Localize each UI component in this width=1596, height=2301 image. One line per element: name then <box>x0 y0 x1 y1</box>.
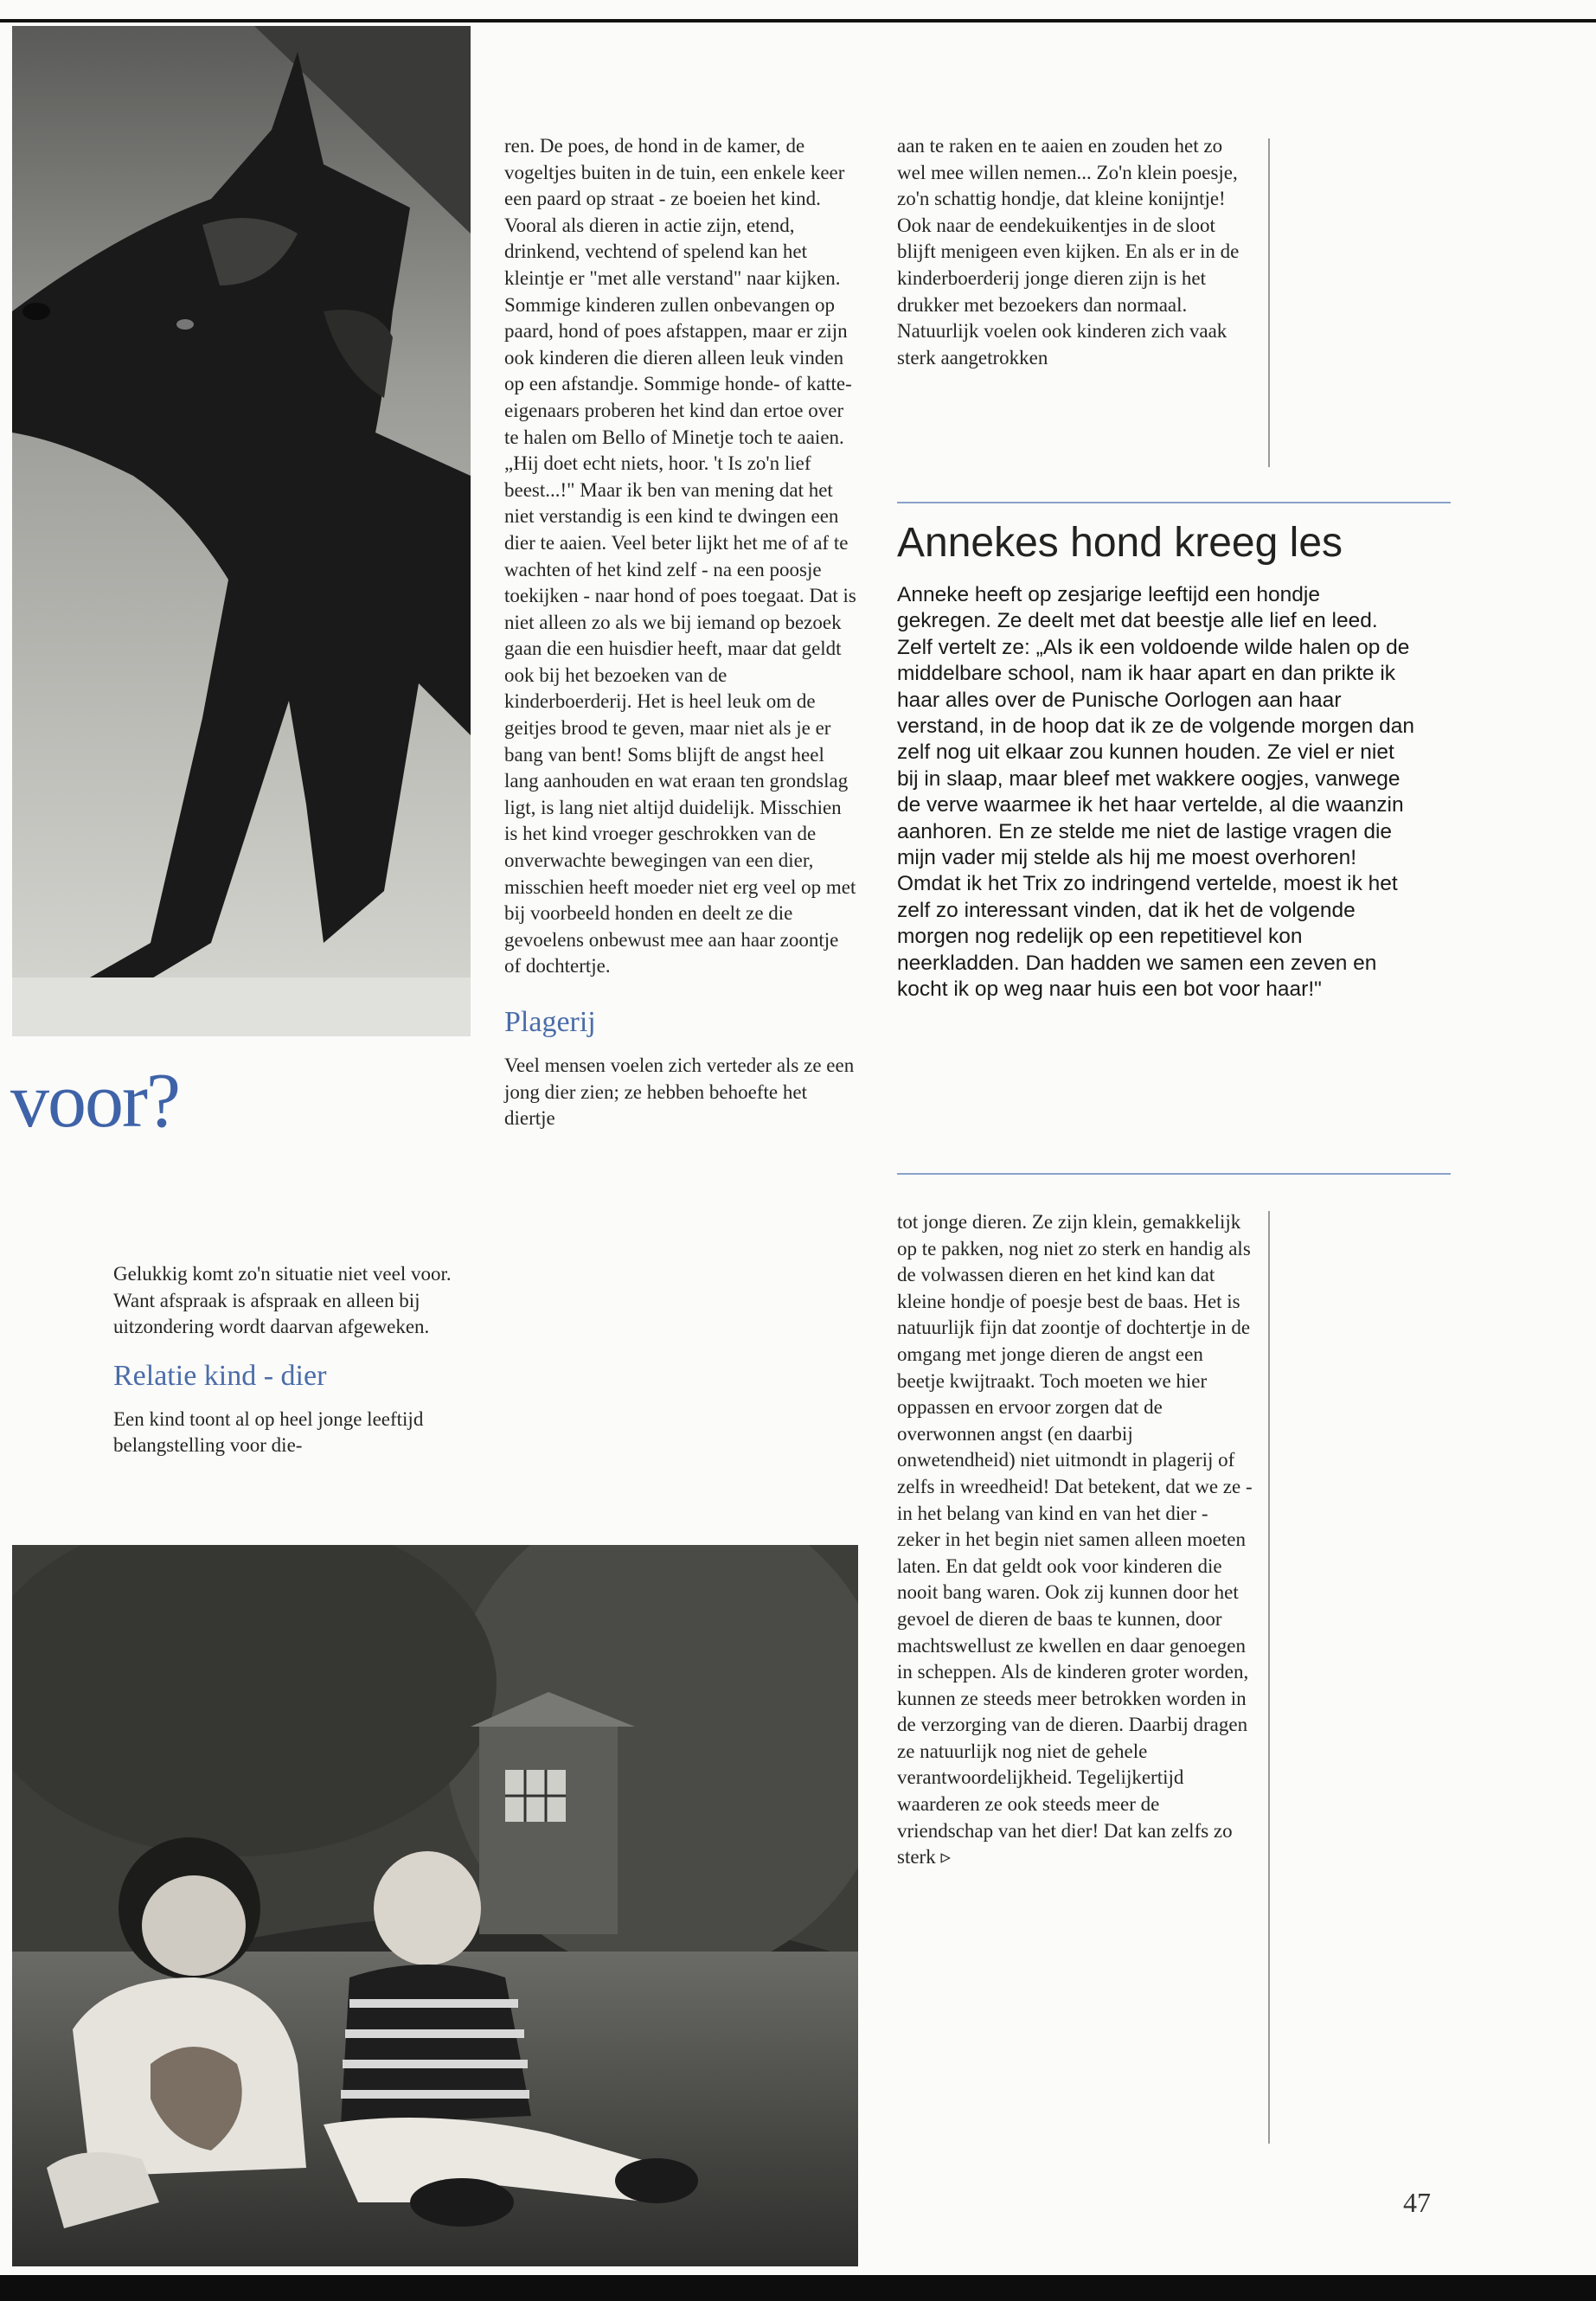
right-column-top <box>897 133 1253 371</box>
dog-illustration <box>12 26 471 1036</box>
right-top-paragraph: aan te raken en te aaien en zouden het zo wel mee willen nemen... Zo'n klein poesje, zo'n schattig hondje, dat kleine konijntje! Ook naar de eendekuikentjes in de sloot blijft menigeen even kijken. En als er in de kinderboerderij jonge dieren zijn is het drukker met bezoekers dan normaal. Natuurlijk voelen ook kinderen zich vaak sterk aangetrokken <box>897 135 1240 369</box>
sidebar-title: Annekes hond kreeg les <box>897 520 1343 566</box>
children-photo <box>12 1545 858 2266</box>
plagerij-paragraph: Veel mensen voelen zich verteder als ze een jong dier zien; ze hebben behoefte het diertje <box>504 1054 855 1130</box>
relatie-paragraph: Een kind toont al op heel jonge leeftijd belangstelling voor die- <box>113 1407 424 1457</box>
children-illustration <box>12 1545 858 2266</box>
dog-photo <box>12 26 471 1036</box>
page-number: 47 <box>1403 2187 1431 2218</box>
headline-voor: voor? <box>10 1058 179 1144</box>
column-separator-top <box>1268 138 1270 467</box>
sidebar-rule-bottom <box>897 1173 1451 1175</box>
intro-paragraph: Gelukkig komt zo'n situatie niet veel voor. Want afspraak is afspraak en alleen bij uitzondering wordt daarvan afgeweken. <box>113 1263 452 1338</box>
left-column <box>113 1261 468 1459</box>
top-rule <box>0 19 1596 22</box>
section-title-plagerij: Plagerij <box>504 1006 596 1038</box>
middle-column <box>504 133 857 1132</box>
sidebar-box <box>897 519 1416 1003</box>
section-title-relatie: Relatie kind - dier <box>113 1359 327 1392</box>
middle-paragraph: ren. De poes, de hond in de kamer, de vogeltjes buiten in de tuin, een enkele keer een paard op straat - ze boeien het kind. Vooral als dieren in actie zijn, etend, drinkend, vechtend of spelend kan het kleintje er "met alle verstand" naar kijken. Sommige kinderen zullen onbevangen op paard, hond of poes afstappen, maar er zijn ook kinderen die dieren alleen leuk vinden op een afstandje. Sommige honde- of katte-eigenaars proberen het kind dan ertoe over te halen om Bello of Minetje toch te aaien. „Hij doet echt niets, hoor. 't Is zo'n lief beest...!" Maar ik ben van mening dat het niet verstandig is een kind te dwingen een dier te aaien. Veel beter lijkt het me of af te wachten of het kind zelf - na een poosje toekijken - naar hond of poes toegaat. Dat is niet alleen zo als we bij iemand op bezoek gaan die een huisdier heeft, maar dat geldt ook bij het bezoeken van de kinderboerderij. Het is heel leuk om de geitjes brood te geven, maar niet als je er bang van bent! Soms blijft de angst heel lang aanhouden en wat eraan ten grondslag ligt, is lang niet altijd duidelijk. Misschien is het kind vroeger geschrokken van de onverwachte bewegingen van een dier, misschien heeft moeder niet erg veel op met bij voorbeeld honden en deelt ze die gevoelens onbewust mee aan haar zoontje of dochtertje. <box>504 135 856 977</box>
sidebar-rule-top <box>897 502 1451 503</box>
right-bottom-paragraph: tot jonge dieren. Ze zijn klein, gemakkelijk op te pakken, nog niet zo sterk en handig als de volwassen dieren en het kind kan dat kleine hondje of poesje best de baas. Het is natuurlijk fijn dat zoontje of dochtertje in de omgang met jonge dieren de angst een beetje kwijtraakt. Toch moeten we hier oppassen en ervoor zorgen dat de overwonnen angst (en daarbij onwetendheid) niet uitmondt in plagerij of zelfs in wreedheid! Dat betekent, dat we ze - in het belang van kind en van het dier - zeker in het begin niet samen alleen moeten laten. En dat geldt ook voor kinderen die nooit bang waren. Ook zij kunnen door het gevoel de dieren de baas te kunnen, door machtswellust ze kwellen en daar genoegen in scheppen. Als de kinderen groter worden, kunnen ze steeds meer betrokken worden in de verzorging van de dieren. Daarbij dragen ze natuurlijk nog niet de gehele verantwoordelijkheid. Tegelijkertijd waarderen ze ook steeds meer de vriendschap van het dier! Dat kan zelfs zo sterk ▹ <box>897 1211 1253 1868</box>
bottom-rule <box>0 2275 1596 2301</box>
right-column-bottom <box>897 1209 1253 1871</box>
column-separator-bottom <box>1268 1211 1270 2144</box>
sidebar-paragraph: Anneke heeft op zesjarige leeftijd een hondje gekregen. Ze deelt met dat beestje alle lief en leed. Zelf vertelt ze: „Als ik een voldoende wilde halen op de middelbare school, nam ik haar apart en dan prikte ik haar alles over de Punische Oorlogen aan haar verstand, in de hoop dat ik ze de volgende morgen dan zelf nog uit elkaar zou kunnen houden. Ze viel er niet bij in slaap, maar bleef met wakkere oogjes, vanwege de verve waarmee ik het haar vertelde, al die waanzin aanhoren. En ze stelde me niet de lastige vragen die mijn vader mij stelde als hij me moest overhoren! Omdat ik het Trix zo indringend vertelde, moest ik het zelf zo interessant vinden, dat ik het de volgende morgen nog redelijk op een repetitievel kon neerkladden. Dan hadden we samen een zeven en kocht ik op weg naar huis een bot voor haar!" <box>897 583 1414 1002</box>
